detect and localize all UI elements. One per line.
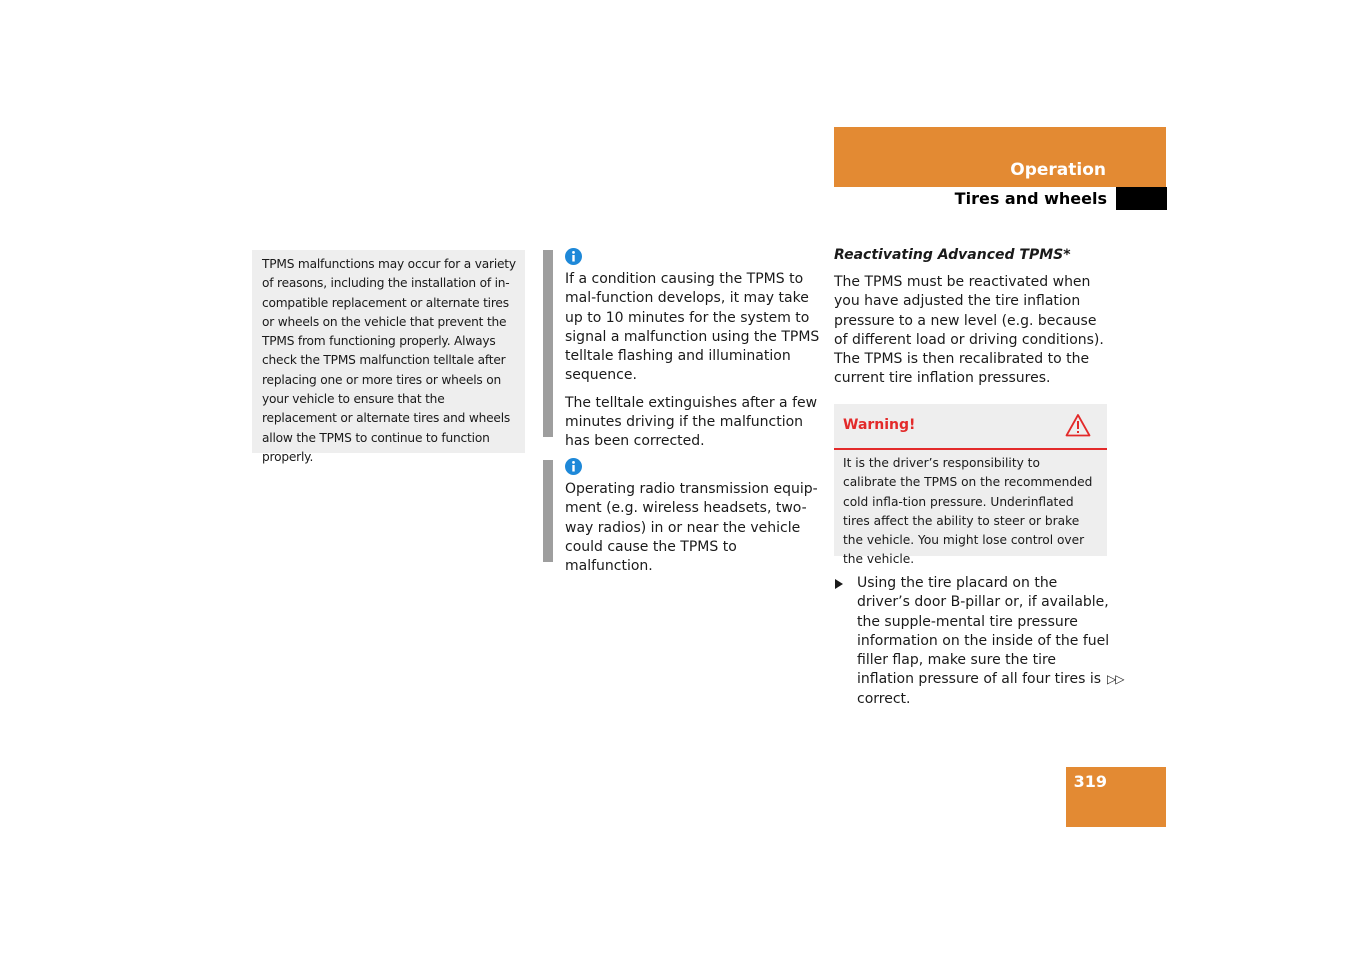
tpms-malfunction-box: TPMS malfunctions may occur for a variety of reasons, including the installation of in-compatible replacement or alternate tires or wheels on the vehicle that prevent the TPMS from functioning properly. Always check the TPMS malfunction telltale after replacing one or more tires or wheels on your vehicle to ensure that the replacement or alternate tires and wheels allow the TPMS to continue to function properly.: [252, 250, 525, 453]
warning-triangle-icon: [1065, 413, 1091, 437]
section-tab-marker: [1116, 187, 1167, 210]
warning-title: Warning!: [843, 417, 916, 433]
section-header-bar: [834, 127, 1166, 187]
page-number: 319: [1073, 772, 1107, 791]
page-number-box: [1066, 767, 1166, 827]
warning-body: It is the driver’s responsibility to calibrate the TPMS on the recommended cold infla-tion pressure. Underinflated tires affect the ability to steer or brake the vehicle. You might lose control over the vehicle.: [843, 456, 1093, 567]
arrow-right-icon: [834, 579, 844, 589]
intro-paragraph: The TPMS must be reactivated when you have adjusted the tire inflation pressure to a new level (e.g. because of different load or driving conditions). The TPMS is then recalibrated to the current tire inflation pressures.: [834, 274, 1104, 387]
info-icon: [565, 248, 582, 265]
section-title: Operation: [1010, 160, 1106, 180]
continued-marker: ▷▷: [1107, 672, 1124, 686]
info-note: [543, 250, 823, 450]
step-text: Using the tire placard on the driver’s door B-pillar or, if available, the supple-mental tire pressure information on the inside of the fuel filler flap, make sure the tire inflation pressure of all four tires is correct.: [857, 575, 1110, 707]
info-icon: [565, 458, 582, 475]
warning-box: [834, 404, 1107, 567]
main-column: [834, 245, 1112, 389]
subsection-title: Tires and wheels: [954, 189, 1107, 208]
note-paragraph: If a condition causing the TPMS to mal-function develops, it may take up to 10 minutes for the system to signal a malfunction using the TPMS telltale flashing and illumination sequence.: [565, 271, 820, 384]
instruction-step: [834, 574, 1114, 709]
section-heading: Reactivating Advanced TPMS*: [834, 247, 1071, 263]
note-paragraph: The telltale extinguishes after a few minutes driving if the malfunction has been corrected.: [565, 394, 818, 450]
warning-header: [834, 404, 1107, 450]
note-paragraph: Operating radio transmission equip-ment (e.g. wireless headsets, two-way radios) in or near the vehicle could cause the TPMS to malfunction.: [565, 481, 818, 575]
info-note: [543, 460, 823, 575]
